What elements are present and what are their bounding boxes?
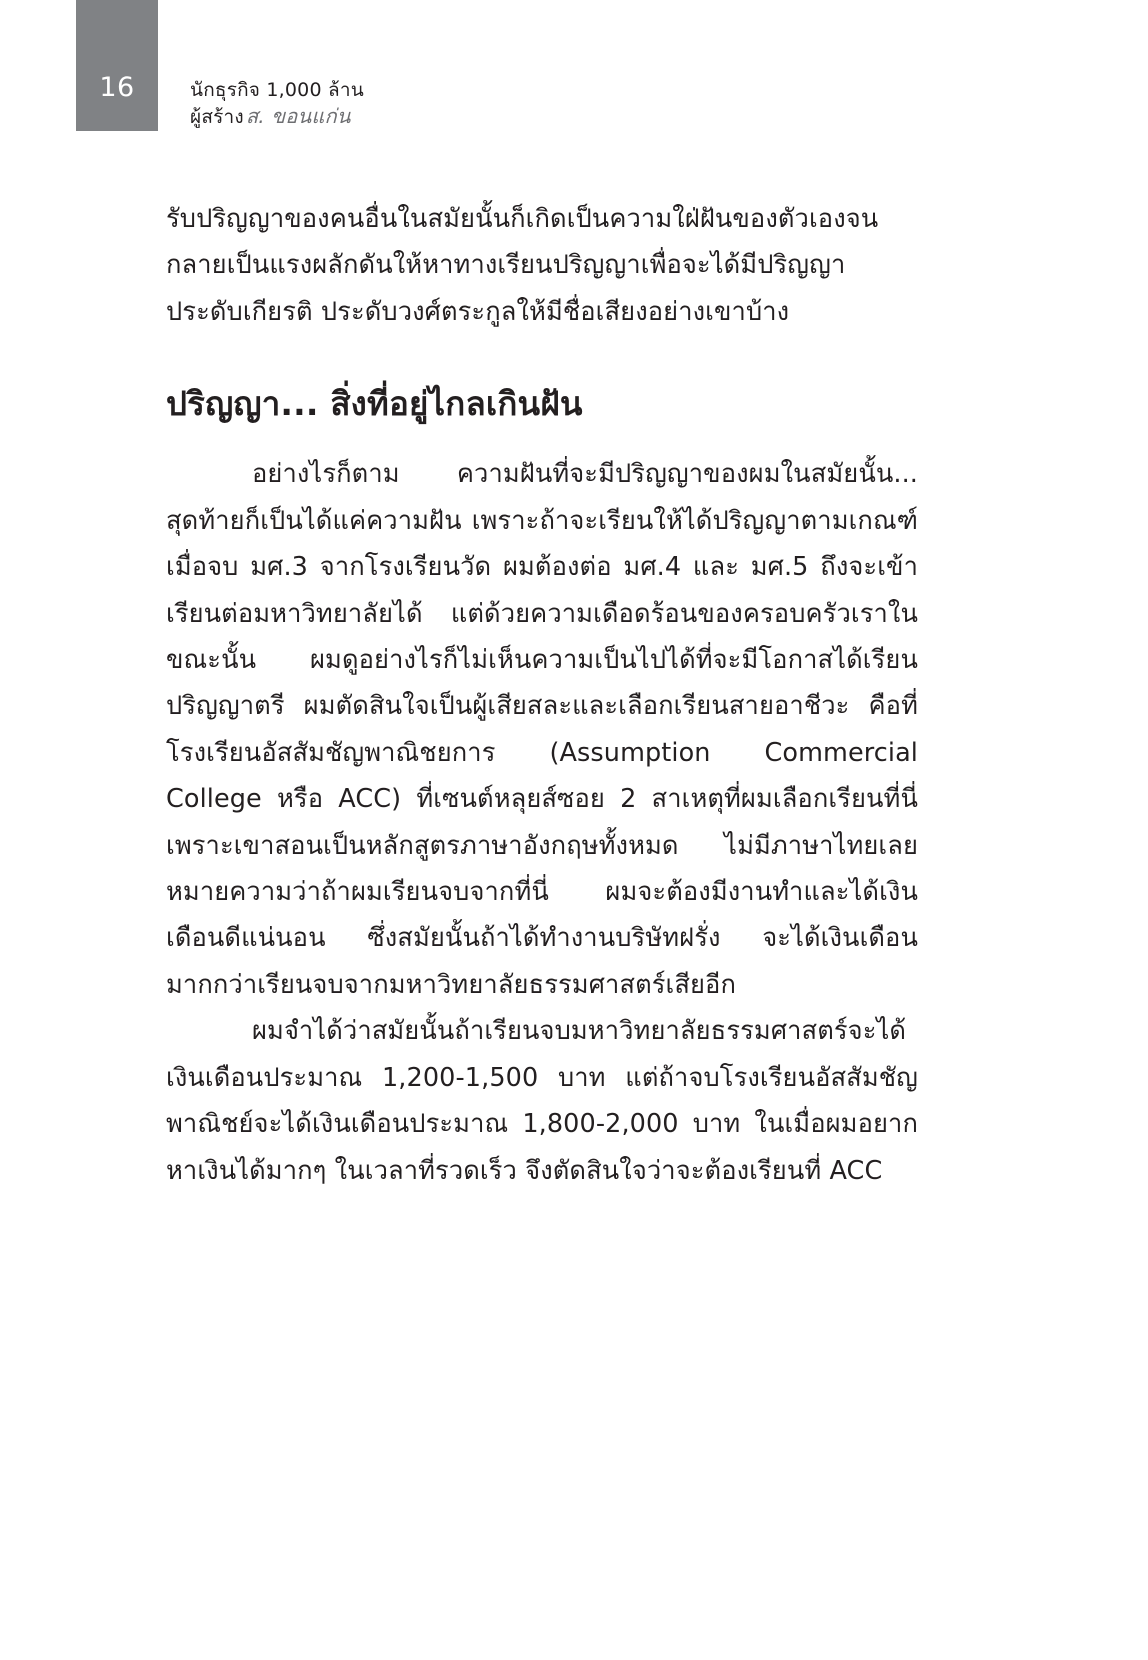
paragraph-3: ผมจำได้ว่าสมัยนั้นถ้าเรียนจบมหาวิทยาลัยธรรมศาสตร์จะได้เงินเดือนประมาณ 1,200-1,500 บาท แต่ถ้าจบโรงเรียนอัสสัมชัญพาณิชย์จะได้เงินเดือนประมาณ 1,800-2,000 บาท ในเมื่อผมอยากหาเงินได้มากๆ ในเวลาที่รวดเร็ว จึงตัดสินใจว่าจะต้องเรียนที่ ACC xyxy=(166,1016,918,1186)
section-heading: ปริญญา... สิ่งที่อยู่ไกลเกินฝัน xyxy=(166,384,583,424)
folio-background xyxy=(76,0,158,131)
paragraph-2: อย่างไรก็ตาม ความฝันที่จะมีปริญญาของผมในสมัยนั้น... สุดท้ายก็เป็นได้แค่ความฝัน เพราะถ้าจะเรียนให้ได้ปริญญาตามเกณฑ์ เมื่อจบ มศ.3 จากโรงเรียนวัด ผมต้องต่อ มศ.4 และ มศ.5 ถึงจะเข้าเรียนต่อมหาวิทยาลัยได้ แต่ด้วยความเดือดร้อนของครอบครัวเราในขณะนั้น ผมดูอย่างไรก็ไม่เห็นความเป็นไปได้ที่จะมีโอกาสได้เรียนปริญญาตรี ผมตัดสินใจเป็นผู้เสียสละและเลือกเรียนสายอาชีวะ คือที่โรงเรียนอัสสัมชัญพาณิชยการ (Assumption Commercial College หรือ ACC) ที่เซนต์หลุยส์ซอย 2 สาเหตุที่ผมเลือกเรียนที่นี่เพราะเขาสอนเป็นหลักสูตรภาษาอังกฤษทั้งหมด ไม่มีภาษาไทยเลย หมายความว่าถ้าผมเรียนจบจากที่นี่ ผมจะต้องมีงานทำและได้เงินเดือนดีแน่นอน ซึ่งสมัยนั้นถ้าได้ทำงานบริษัทฝรั่ง จะได้เงินเดือนมากกว่าเรียนจบจากมหาวิทยาลัยธรรมศาสตร์เสียอีก xyxy=(166,459,918,1000)
page-content xyxy=(166,196,918,1194)
page-header xyxy=(0,0,1148,140)
running-head-title: นักธุรกิจ 1,000 ล้าน xyxy=(190,79,364,101)
page-number: 16 xyxy=(99,72,135,103)
running-head-author: ส. ขอนแก่น xyxy=(245,104,351,129)
section-heading-wrap xyxy=(166,381,918,427)
running-head xyxy=(190,78,364,130)
paragraph-1: รับปริญญาของคนอื่นในสมัยนั้นก็เกิดเป็นความใฝ่ฝันของตัวเองจนกลายเป็นแรงผลักดันให้หาทางเรียนปริญญาเพื่อจะได้มีปริญญาประดับเกียรติ ประดับวงศ์ตระกูลให้มีชื่อเสียงอย่างเขาบ้าง xyxy=(166,204,879,327)
running-head-subtitle xyxy=(190,103,364,130)
running-head-subtitle-prefix: ผู้สร้าง xyxy=(190,106,244,129)
